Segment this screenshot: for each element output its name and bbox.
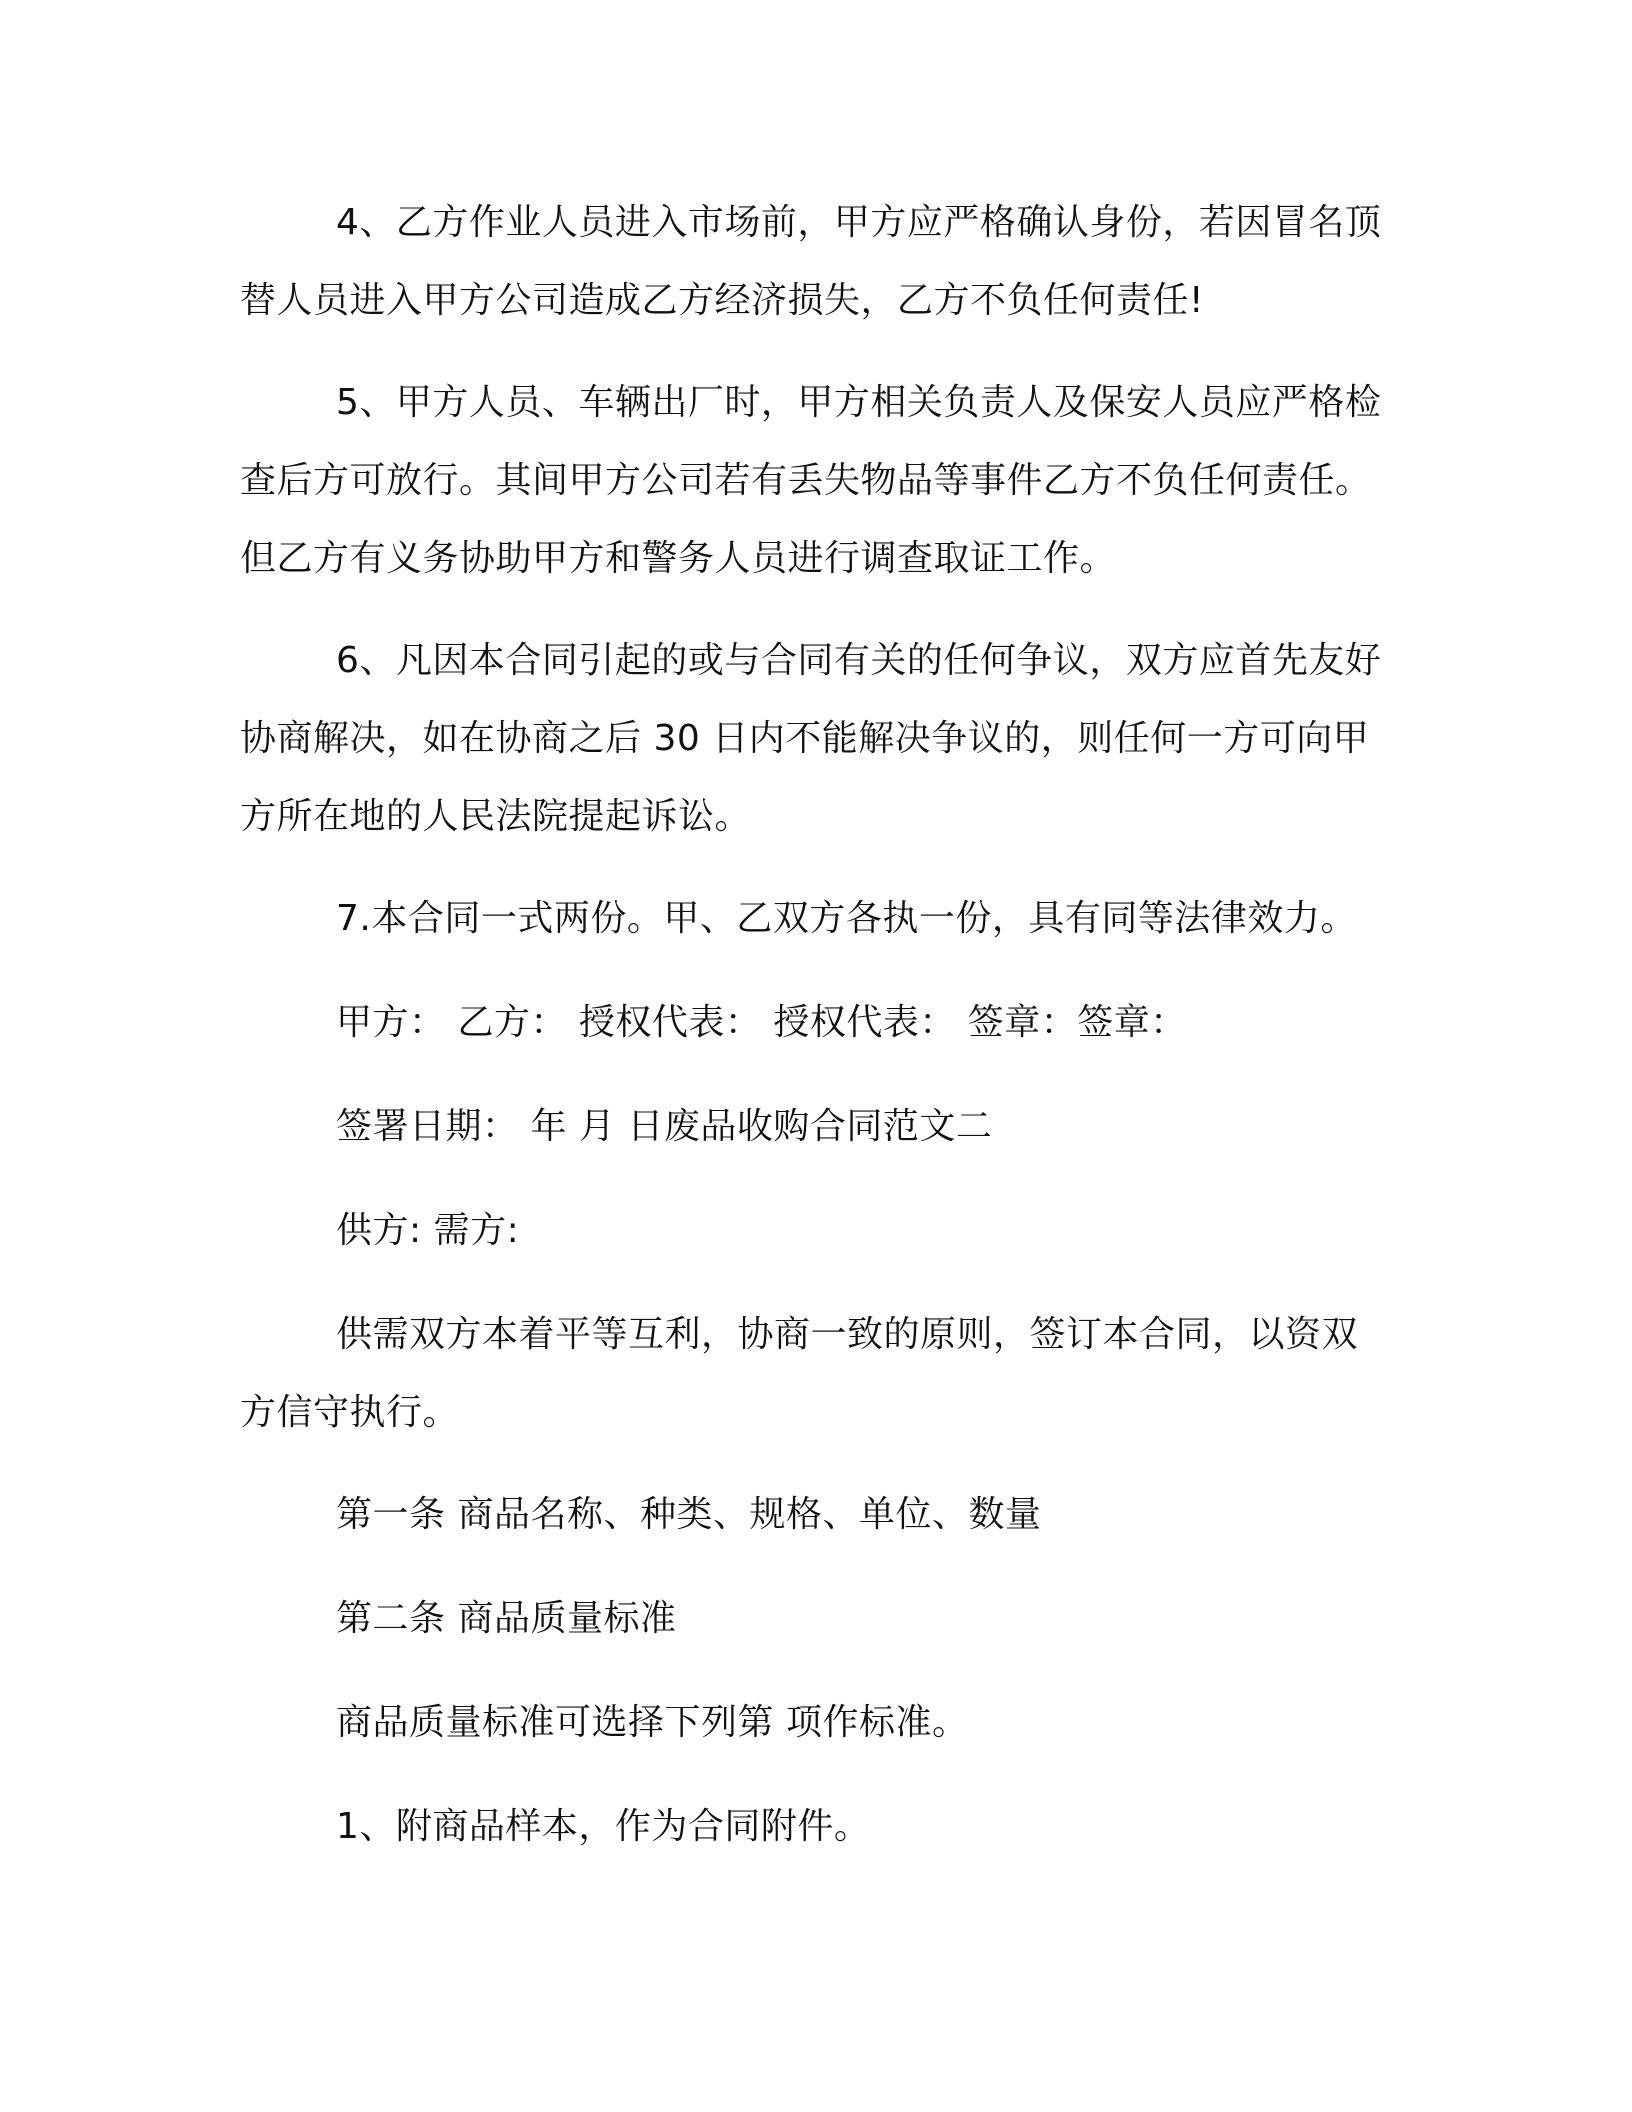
quality-standard-text: 商品质量标准可选择下列第 项作标准。: [336, 1702, 969, 1743]
clause-6: 6、凡因本合同引起的或与合同有关的任何争议，双方应首先友好协商解决，如在协商之后 30 日内不能解决争议的，则任何一方可向甲方所在地的人民法院提起诉讼。: [240, 640, 1382, 837]
signature-parties: 甲方： 乙方： 授权代表： 授权代表： 签章：签章：: [336, 1002, 1187, 1043]
document-body: [240, 184, 1392, 1866]
quality-option-1: 1、附商品样本，作为合同附件。: [336, 1806, 871, 1847]
clause-4: 4、乙方作业人员进入市场前，甲方应严格确认身份，若因冒名顶替人员进入甲方公司造成乙方经济损失，乙方不负任何责任!: [240, 202, 1382, 321]
preamble: 供需双方本着平等互利，协商一致的原则，签订本合同，以资双方信守执行。: [240, 1314, 1359, 1433]
clause-5: 5、甲方人员、车辆出厂时，甲方相关负责人及保安人员应严格检查后方可放行。其间甲方公司若有丢失物品等事件乙方不负任何责任。但乙方有义务协助甲方和警务人员进行调查取证工作。: [240, 382, 1382, 579]
supplier-buyer: 供方: 需方:: [336, 1210, 520, 1251]
clause-7: 7.本合同一式两份。甲、乙双方各执一份，具有同等法律效力。: [336, 898, 1357, 939]
article-1-heading: 第一条 商品名称、种类、规格、单位、数量: [336, 1494, 1042, 1535]
signing-date-and-title: 签署日期： 年 月 日废品收购合同范文二: [336, 1106, 993, 1147]
article-2-heading: 第二条 商品质量标准: [336, 1598, 677, 1639]
